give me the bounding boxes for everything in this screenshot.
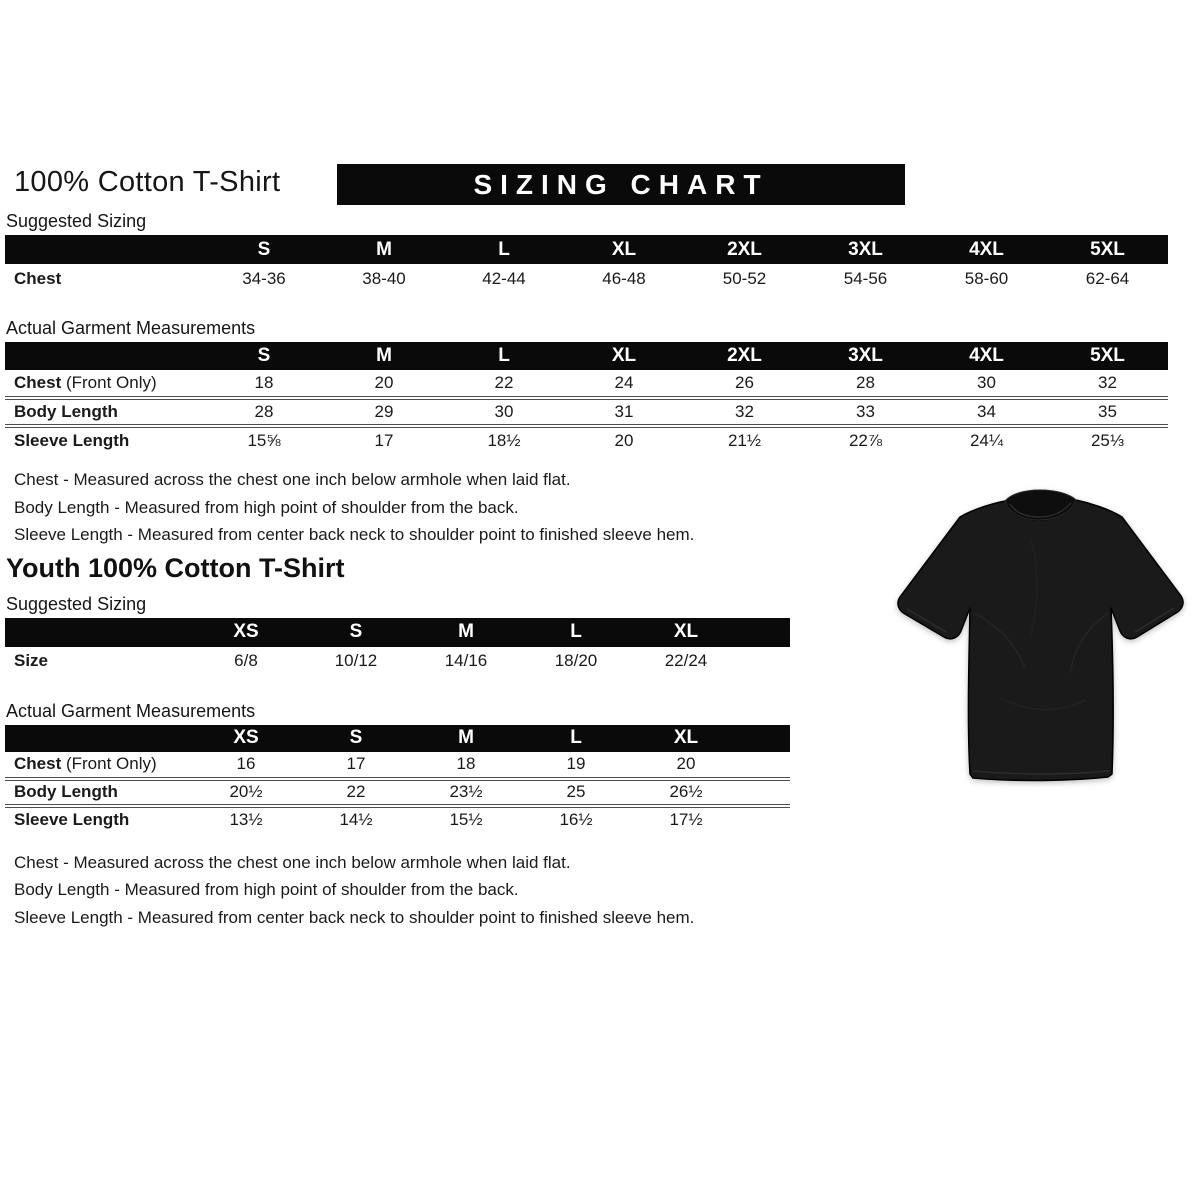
table-cell: 34 [926, 398, 1047, 426]
size-header-spacer [741, 618, 790, 647]
table-row-chest [5, 264, 1168, 294]
size-col-header: L [521, 725, 631, 752]
row-label [5, 264, 204, 294]
row-label [5, 752, 191, 779]
table-row-chest-front-only [5, 752, 790, 779]
table-cell: 20 [564, 426, 684, 454]
table-cell: 20½ [191, 779, 301, 806]
table-cell: 22/24 [664, 650, 708, 670]
note-line: Chest - Measured across the chest one inch below armhole when laid flat. [14, 470, 571, 489]
table-row-body-length [5, 779, 790, 806]
table-cell: 34-36 [242, 269, 286, 288]
tshirt-body [898, 500, 1183, 781]
note-line: Body Length - Measured from high point of shoulder from the back. [14, 880, 519, 899]
row-label-main: Body Length [14, 402, 118, 421]
table-cell: 6/8 [234, 650, 258, 670]
youth-actual-measurements-label: Actual Garment Measurements [6, 700, 256, 721]
table-cell: 33 [805, 398, 926, 426]
youth-section-title: Youth 100% Cotton T-Shirt [6, 552, 345, 583]
table-cell: 29 [324, 398, 444, 426]
table-cell: 26 [735, 373, 754, 392]
size-col-header: M [411, 618, 521, 647]
row-label-suffix: (Front Only) [61, 754, 157, 773]
table-cell: 10/12 [334, 650, 378, 670]
table-cell: 13½ [191, 806, 301, 833]
table-cell: 32 [1098, 373, 1117, 392]
table-cell: 35 [1047, 398, 1168, 426]
size-col-header: S [301, 725, 411, 752]
row-label [5, 806, 191, 833]
size-header-spacer [5, 618, 191, 647]
table-cell: 18½ [444, 426, 564, 454]
table-cell: 17½ [631, 806, 741, 833]
table-cell: 30 [977, 373, 996, 392]
table-cell: 46-48 [602, 269, 646, 288]
size-col-header: 3XL [805, 342, 926, 370]
table-cell: 19 [566, 754, 586, 773]
table-cell: 17 [346, 754, 366, 773]
table-cell: 58-60 [964, 269, 1009, 288]
size-col-header: S [204, 342, 324, 370]
size-col-header: 5XL [1047, 342, 1168, 370]
table-cell: 38-40 [362, 269, 406, 288]
table-row-sleeve-length [5, 806, 790, 833]
size-col-header: L [444, 342, 564, 370]
size-header-spacer [5, 235, 204, 264]
sizing-chart-banner: SIZING CHART [337, 164, 905, 205]
adult-suggested-sizing-table [5, 235, 1168, 294]
size-col-header: 4XL [926, 342, 1047, 370]
table-cell: 15½ [411, 806, 521, 833]
note-line: Chest - Measured across the chest one inch below armhole when laid flat. [14, 852, 571, 872]
size-col-header: 4XL [926, 235, 1047, 264]
table-cell: 28 [856, 373, 875, 392]
youth-measurement-notes [14, 849, 1200, 932]
row-label-main: Sleeve Length [14, 431, 130, 450]
adult-actual-measurements-table [5, 342, 1168, 454]
table-cell: 32 [684, 398, 805, 426]
size-col-header: 2XL [684, 342, 805, 370]
page-title: 100% Cotton T-Shirt [14, 166, 281, 198]
table-cell: 30 [444, 398, 564, 426]
adult-actual-measurements-label: Actual Garment Measurements [6, 318, 256, 338]
row-label [5, 779, 191, 806]
table-cell: 23½ [411, 779, 521, 806]
table-cell: 18 [456, 754, 476, 773]
size-header-row [5, 618, 790, 647]
size-col-header: XL [564, 235, 684, 264]
row-label-main: Chest [14, 373, 62, 392]
size-header-spacer [5, 342, 204, 370]
row-label [5, 426, 204, 454]
size-col-header: M [324, 235, 444, 264]
table-row-chest-front-only [5, 370, 1168, 398]
table-cell: 26½ [631, 779, 741, 806]
row-label-main: Chest [14, 269, 62, 288]
size-col-header: XL [631, 618, 741, 647]
size-col-header: M [411, 725, 521, 752]
adult-suggested-sizing-label: Suggested Sizing [6, 211, 147, 231]
size-header-row [5, 725, 790, 752]
table-cell: 18/20 [554, 650, 598, 670]
row-label-suffix: (Front Only) [61, 373, 157, 392]
size-col-header: 3XL [805, 235, 926, 264]
table-cell: 28 [204, 398, 324, 426]
table-cell: 14½ [301, 806, 411, 833]
size-col-header: M [324, 342, 444, 370]
table-cell: 17 [324, 426, 444, 454]
table-cell: 20 [676, 754, 696, 773]
row-label-main: Body Length [14, 782, 118, 801]
row-label-main: Sleeve Length [14, 810, 130, 829]
table-cell: 22⅞ [805, 426, 926, 454]
table-cell: 20 [374, 373, 394, 392]
youth-actual-measurements-table [5, 725, 790, 833]
size-col-header: XS [191, 618, 301, 647]
table-cell: 18 [254, 373, 274, 392]
table-cell: 16½ [521, 806, 631, 833]
table-row-size [5, 647, 790, 675]
size-col-header: 2XL [684, 235, 805, 264]
table-cell: 25⅓ [1047, 426, 1168, 454]
table-cell-empty [741, 806, 790, 833]
youth-suggested-sizing-table [5, 618, 790, 675]
table-cell-empty [741, 647, 790, 675]
table-row-sleeve-length [5, 426, 1168, 454]
size-col-header: XL [631, 725, 741, 752]
table-cell: 42-44 [482, 269, 526, 288]
row-label [5, 647, 191, 675]
row-label [5, 398, 204, 426]
row-label-main: Size [14, 650, 49, 670]
table-cell: 14/16 [444, 650, 488, 670]
table-cell: 62-64 [1085, 269, 1130, 288]
size-col-header: 5XL [1047, 235, 1168, 264]
table-cell: 24¼ [926, 426, 1047, 454]
table-cell: 25 [521, 779, 631, 806]
tshirt-photo [880, 478, 1200, 813]
size-col-header: XL [564, 342, 684, 370]
row-label [5, 370, 204, 398]
table-cell: 31 [564, 398, 684, 426]
table-cell: 54-56 [843, 269, 888, 288]
size-col-header: L [444, 235, 564, 264]
note-line: Sleeve Length - Measured from center back neck to shoulder point to finished sleeve hem. [14, 907, 695, 927]
size-header-spacer [5, 725, 191, 752]
table-cell: 16 [236, 754, 256, 773]
table-cell: 21½ [684, 426, 805, 454]
size-col-header: L [521, 618, 631, 647]
note-line: Sleeve Length - Measured from center back neck to shoulder point to finished sleeve hem. [14, 525, 695, 544]
table-cell-empty [741, 752, 790, 779]
table-cell: 22 [494, 373, 514, 392]
size-header-row [5, 235, 1168, 264]
size-col-header: S [204, 235, 324, 264]
table-cell: 15⅝ [204, 426, 324, 454]
size-col-header: S [301, 618, 411, 647]
row-label-main: Chest [14, 754, 62, 773]
size-col-header: XS [191, 725, 301, 752]
note-line: Body Length - Measured from high point of shoulder from the back. [14, 497, 519, 517]
table-cell-empty [741, 779, 790, 806]
table-cell: 24 [614, 373, 634, 392]
table-row-body-length [5, 398, 1168, 426]
table-cell: 22 [301, 779, 411, 806]
black-tshirt-image [880, 478, 1200, 813]
youth-suggested-sizing-label: Suggested Sizing [6, 593, 147, 614]
size-header-row [5, 342, 1168, 370]
table-cell: 50-52 [722, 269, 767, 288]
header [0, 165, 1200, 209]
size-header-spacer [741, 725, 790, 752]
